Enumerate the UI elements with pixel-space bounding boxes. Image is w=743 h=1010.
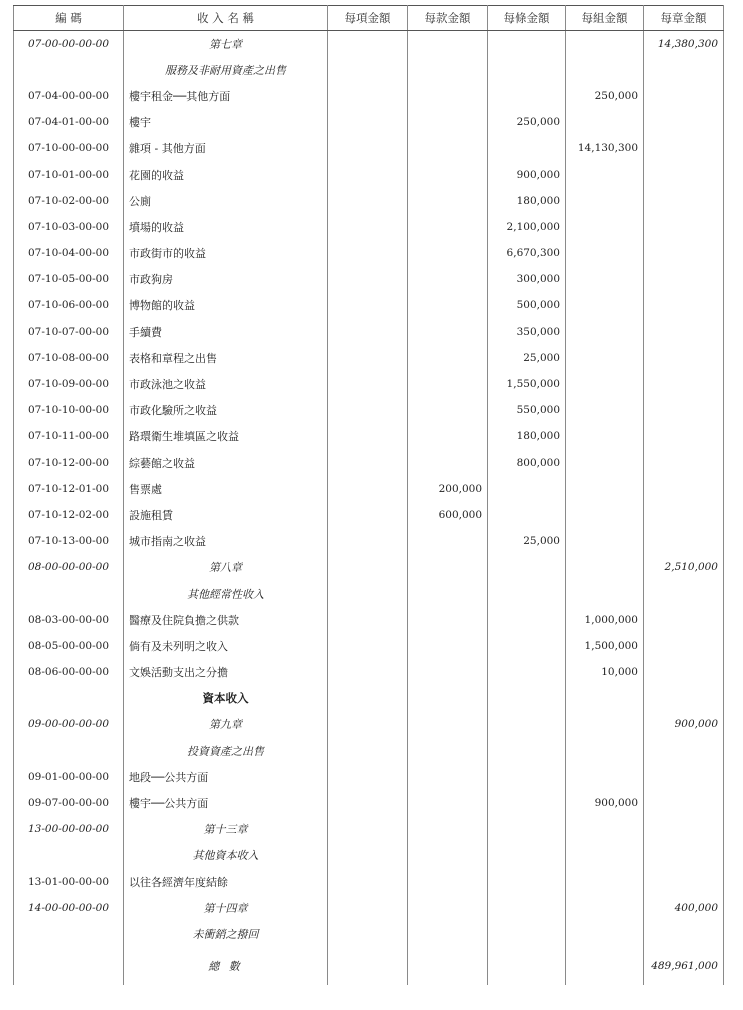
article-amount [488, 921, 566, 947]
item-amount [328, 161, 408, 187]
group-amount: 1,000,000 [566, 607, 644, 633]
item-amount [328, 633, 408, 659]
section-amount [408, 895, 488, 921]
chapter-amount: 14,380,300 [644, 31, 724, 57]
total-label: 總 數 [124, 947, 328, 985]
group-amount [566, 554, 644, 580]
chapter-amount [644, 842, 724, 868]
section-amount [408, 528, 488, 554]
section-amount [408, 423, 488, 449]
group-amount [566, 476, 644, 502]
section-amount [408, 869, 488, 895]
entry-name: 市政化驗所之收益 [124, 397, 328, 423]
group-amount: 10,000 [566, 659, 644, 685]
entry-code: 07-00-00-00-00 [14, 31, 124, 57]
article-amount [488, 135, 566, 161]
total-section-amount [408, 947, 488, 985]
group-amount [566, 738, 644, 764]
section-amount [408, 266, 488, 292]
table-row [14, 869, 724, 895]
section-amount [408, 554, 488, 580]
table-row [14, 292, 724, 318]
header-section-amount: 每款金額 [408, 6, 488, 31]
section-amount [408, 188, 488, 214]
chapter-amount [644, 790, 724, 816]
item-amount [328, 895, 408, 921]
table-body [14, 31, 724, 986]
chapter-amount [644, 57, 724, 83]
section-amount [408, 83, 488, 109]
section-amount [408, 109, 488, 135]
item-amount [328, 397, 408, 423]
header-code: 編 碼 [14, 6, 124, 31]
section-amount [408, 633, 488, 659]
item-amount [328, 214, 408, 240]
table-row [14, 188, 724, 214]
article-amount [488, 869, 566, 895]
table-row [14, 423, 724, 449]
article-amount: 900,000 [488, 161, 566, 187]
entry-code: 07-10-10-00-00 [14, 397, 124, 423]
item-amount [328, 842, 408, 868]
item-amount [328, 554, 408, 580]
table-row [14, 711, 724, 737]
item-amount [328, 476, 408, 502]
item-amount [328, 135, 408, 161]
item-amount [328, 31, 408, 57]
section-amount [408, 292, 488, 318]
table-row [14, 266, 724, 292]
group-amount [566, 423, 644, 449]
group-amount [566, 266, 644, 292]
group-amount [566, 502, 644, 528]
section-amount [408, 659, 488, 685]
entry-code: 07-10-05-00-00 [14, 266, 124, 292]
group-amount [566, 528, 644, 554]
total-code [14, 947, 124, 985]
chapter-amount [644, 764, 724, 790]
group-amount [566, 764, 644, 790]
entry-name: 市政泳池之收益 [124, 371, 328, 397]
article-amount [488, 842, 566, 868]
chapter-amount [644, 423, 724, 449]
section-amount [408, 580, 488, 606]
group-amount [566, 842, 644, 868]
group-amount: 900,000 [566, 790, 644, 816]
article-amount: 25,000 [488, 528, 566, 554]
chapter-amount [644, 188, 724, 214]
entry-code: 09-00-00-00-00 [14, 711, 124, 737]
entry-code: 09-07-00-00-00 [14, 790, 124, 816]
section-amount [408, 607, 488, 633]
entry-code: 08-06-00-00-00 [14, 659, 124, 685]
entry-name: 以往各經濟年度結餘 [124, 869, 328, 895]
table-row [14, 371, 724, 397]
entry-code: 13-00-00-00-00 [14, 816, 124, 842]
entry-code: 07-10-12-00-00 [14, 450, 124, 476]
item-amount [328, 816, 408, 842]
article-amount [488, 31, 566, 57]
section-amount [408, 450, 488, 476]
item-amount [328, 319, 408, 345]
header-article-amount: 每條金額 [488, 6, 566, 31]
section-amount [408, 842, 488, 868]
section-amount [408, 161, 488, 187]
entry-code: 07-10-01-00-00 [14, 161, 124, 187]
article-amount [488, 83, 566, 109]
chapter-amount [644, 371, 724, 397]
chapter-amount [644, 240, 724, 266]
header-name: 收 入 名 稱 [124, 6, 328, 31]
header-group-amount: 每組金額 [566, 6, 644, 31]
table-row [14, 633, 724, 659]
entry-name: 綜藝館之收益 [124, 450, 328, 476]
table-row [14, 502, 724, 528]
entry-code: 07-10-06-00-00 [14, 292, 124, 318]
table-row [14, 476, 724, 502]
table-row [14, 83, 724, 109]
entry-name: 地段──公共方面 [124, 764, 328, 790]
section-amount [408, 816, 488, 842]
item-amount [328, 57, 408, 83]
entry-code: 07-04-01-00-00 [14, 109, 124, 135]
article-amount [488, 764, 566, 790]
entry-name: 花園的收益 [124, 161, 328, 187]
entry-name: 墳場的收益 [124, 214, 328, 240]
chapter-amount [644, 528, 724, 554]
group-amount [566, 869, 644, 895]
item-amount [328, 685, 408, 711]
item-amount [328, 292, 408, 318]
table-row [14, 528, 724, 554]
article-amount: 350,000 [488, 319, 566, 345]
entry-name: 樓宇 [124, 109, 328, 135]
article-amount: 800,000 [488, 450, 566, 476]
article-amount [488, 607, 566, 633]
table-row [14, 685, 724, 711]
entry-name: 其他經常性收入 [124, 580, 328, 606]
entry-name: 第十四章 [124, 895, 328, 921]
entry-code: 07-10-12-02-00 [14, 502, 124, 528]
table-row [14, 135, 724, 161]
chapter-amount [644, 214, 724, 240]
group-amount [566, 816, 644, 842]
article-amount: 300,000 [488, 266, 566, 292]
chapter-amount: 900,000 [644, 711, 724, 737]
group-amount [566, 292, 644, 318]
entry-code: 08-00-00-00-00 [14, 554, 124, 580]
chapter-amount: 400,000 [644, 895, 724, 921]
chapter-amount [644, 685, 724, 711]
article-amount: 550,000 [488, 397, 566, 423]
section-amount [408, 397, 488, 423]
entry-name: 設施租賃 [124, 502, 328, 528]
chapter-amount [644, 580, 724, 606]
table-row [14, 659, 724, 685]
group-amount [566, 397, 644, 423]
group-amount [566, 685, 644, 711]
section-amount [408, 135, 488, 161]
entry-name: 市政狗房 [124, 266, 328, 292]
chapter-amount [644, 345, 724, 371]
section-amount [408, 57, 488, 83]
entry-name: 售票處 [124, 476, 328, 502]
chapter-amount [644, 738, 724, 764]
group-amount: 1,500,000 [566, 633, 644, 659]
entry-name: 樓宇租金──其他方面 [124, 83, 328, 109]
header-item-amount: 每項金額 [328, 6, 408, 31]
table-row [14, 554, 724, 580]
entry-name: 城市指南之收益 [124, 528, 328, 554]
group-amount [566, 319, 644, 345]
revenue-table [13, 5, 724, 985]
article-amount: 180,000 [488, 188, 566, 214]
section-amount [408, 685, 488, 711]
entry-name: 手續費 [124, 319, 328, 345]
item-amount [328, 423, 408, 449]
item-amount [328, 607, 408, 633]
chapter-amount [644, 397, 724, 423]
chapter-amount [644, 109, 724, 135]
total-item-amount [328, 947, 408, 985]
entry-name: 其他資本收入 [124, 842, 328, 868]
chapter-amount [644, 292, 724, 318]
group-amount [566, 240, 644, 266]
item-amount [328, 240, 408, 266]
item-amount [328, 371, 408, 397]
entry-code: 07-10-11-00-00 [14, 423, 124, 449]
article-amount [488, 659, 566, 685]
table-row [14, 161, 724, 187]
entry-code: 07-10-12-01-00 [14, 476, 124, 502]
entry-code: 14-00-00-00-00 [14, 895, 124, 921]
group-amount [566, 371, 644, 397]
table-row [14, 57, 724, 83]
entry-code [14, 842, 124, 868]
entry-name: 服務及非耐用資產之出售 [124, 57, 328, 83]
header-chapter-amount: 每章金額 [644, 6, 724, 31]
table-row [14, 607, 724, 633]
entry-name: 公廁 [124, 188, 328, 214]
section-amount [408, 711, 488, 737]
group-amount: 250,000 [566, 83, 644, 109]
entry-name: 雜項 - 其他方面 [124, 135, 328, 161]
article-amount: 250,000 [488, 109, 566, 135]
item-amount [328, 450, 408, 476]
header-row [14, 6, 724, 31]
article-amount: 2,100,000 [488, 214, 566, 240]
table-row [14, 345, 724, 371]
table-row [14, 397, 724, 423]
section-amount: 200,000 [408, 476, 488, 502]
entry-code: 07-10-03-00-00 [14, 214, 124, 240]
entry-code: 09-01-00-00-00 [14, 764, 124, 790]
section-amount [408, 319, 488, 345]
item-amount [328, 790, 408, 816]
entry-code [14, 921, 124, 947]
article-amount [488, 554, 566, 580]
article-amount [488, 790, 566, 816]
entry-code: 08-05-00-00-00 [14, 633, 124, 659]
total-value: 489,961,000 [644, 947, 724, 985]
article-amount [488, 580, 566, 606]
table-row [14, 842, 724, 868]
article-amount [488, 633, 566, 659]
entry-code: 07-10-09-00-00 [14, 371, 124, 397]
group-amount [566, 580, 644, 606]
item-amount [328, 738, 408, 764]
item-amount [328, 921, 408, 947]
table-row [14, 921, 724, 947]
table-row [14, 240, 724, 266]
chapter-amount [644, 921, 724, 947]
chapter-amount [644, 319, 724, 345]
entry-code: 07-10-08-00-00 [14, 345, 124, 371]
table-row [14, 895, 724, 921]
entry-name: 資本收入 [124, 685, 328, 711]
article-amount: 6,670,300 [488, 240, 566, 266]
article-amount: 25,000 [488, 345, 566, 371]
entry-name: 未衝銷之撥回 [124, 921, 328, 947]
article-amount: 180,000 [488, 423, 566, 449]
chapter-amount [644, 161, 724, 187]
table-row [14, 109, 724, 135]
group-amount [566, 214, 644, 240]
chapter-amount [644, 450, 724, 476]
item-amount [328, 711, 408, 737]
article-amount: 500,000 [488, 292, 566, 318]
chapter-amount [644, 607, 724, 633]
section-amount: 600,000 [408, 502, 488, 528]
item-amount [328, 580, 408, 606]
entry-code: 07-04-00-00-00 [14, 83, 124, 109]
chapter-amount [644, 135, 724, 161]
group-amount [566, 161, 644, 187]
section-amount [408, 921, 488, 947]
chapter-amount: 2,510,000 [644, 554, 724, 580]
entry-name: 市政街市的收益 [124, 240, 328, 266]
item-amount [328, 83, 408, 109]
group-amount [566, 450, 644, 476]
group-amount [566, 921, 644, 947]
group-amount [566, 345, 644, 371]
group-amount [566, 188, 644, 214]
chapter-amount [644, 476, 724, 502]
total-row [14, 947, 724, 985]
section-amount [408, 738, 488, 764]
table-row [14, 764, 724, 790]
article-amount [488, 57, 566, 83]
section-amount [408, 240, 488, 266]
entry-code [14, 685, 124, 711]
table-row [14, 31, 724, 57]
article-amount [488, 738, 566, 764]
entry-code [14, 580, 124, 606]
section-amount [408, 345, 488, 371]
article-amount [488, 502, 566, 528]
entry-code: 07-10-00-00-00 [14, 135, 124, 161]
entry-name: 博物館的收益 [124, 292, 328, 318]
article-amount [488, 816, 566, 842]
group-amount: 14,130,300 [566, 135, 644, 161]
chapter-amount [644, 869, 724, 895]
group-amount [566, 895, 644, 921]
group-amount [566, 711, 644, 737]
item-amount [328, 188, 408, 214]
entry-name: 投資資產之出售 [124, 738, 328, 764]
section-amount [408, 764, 488, 790]
item-amount [328, 266, 408, 292]
entry-name: 樓宇──公共方面 [124, 790, 328, 816]
chapter-amount [644, 816, 724, 842]
group-amount [566, 109, 644, 135]
chapter-amount [644, 633, 724, 659]
entry-code: 07-10-13-00-00 [14, 528, 124, 554]
article-amount [488, 711, 566, 737]
group-amount [566, 31, 644, 57]
table-row [14, 214, 724, 240]
item-amount [328, 345, 408, 371]
entry-name: 醫療及住院負擔之供款 [124, 607, 328, 633]
entry-name: 路環衛生堆填區之收益 [124, 423, 328, 449]
entry-name: 第八章 [124, 554, 328, 580]
entry-code: 07-10-04-00-00 [14, 240, 124, 266]
entry-code: 08-03-00-00-00 [14, 607, 124, 633]
entry-code: 07-10-02-00-00 [14, 188, 124, 214]
article-amount [488, 476, 566, 502]
section-amount [408, 371, 488, 397]
table-row [14, 450, 724, 476]
section-amount [408, 31, 488, 57]
total-article-amount [488, 947, 566, 985]
entry-code: 07-10-07-00-00 [14, 319, 124, 345]
entry-name: 表格和章程之出售 [124, 345, 328, 371]
entry-code [14, 738, 124, 764]
item-amount [328, 659, 408, 685]
section-amount [408, 790, 488, 816]
item-amount [328, 528, 408, 554]
table-row [14, 319, 724, 345]
entry-name: 文娛活動支出之分擔 [124, 659, 328, 685]
table-row [14, 816, 724, 842]
item-amount [328, 869, 408, 895]
article-amount: 1,550,000 [488, 371, 566, 397]
chapter-amount [644, 502, 724, 528]
entry-name: 第七章 [124, 31, 328, 57]
table-header [14, 6, 724, 31]
article-amount [488, 895, 566, 921]
section-amount [408, 214, 488, 240]
entry-name: 第九章 [124, 711, 328, 737]
article-amount [488, 685, 566, 711]
group-amount [566, 57, 644, 83]
chapter-amount [644, 83, 724, 109]
table-row [14, 790, 724, 816]
item-amount [328, 764, 408, 790]
entry-name: 第十三章 [124, 816, 328, 842]
item-amount [328, 109, 408, 135]
chapter-amount [644, 266, 724, 292]
chapter-amount [644, 659, 724, 685]
total-group-amount [566, 947, 644, 985]
entry-name: 倘有及未列明之收入 [124, 633, 328, 659]
table-row [14, 738, 724, 764]
item-amount [328, 502, 408, 528]
entry-code: 13-01-00-00-00 [14, 869, 124, 895]
entry-code [14, 57, 124, 83]
table-row [14, 580, 724, 606]
